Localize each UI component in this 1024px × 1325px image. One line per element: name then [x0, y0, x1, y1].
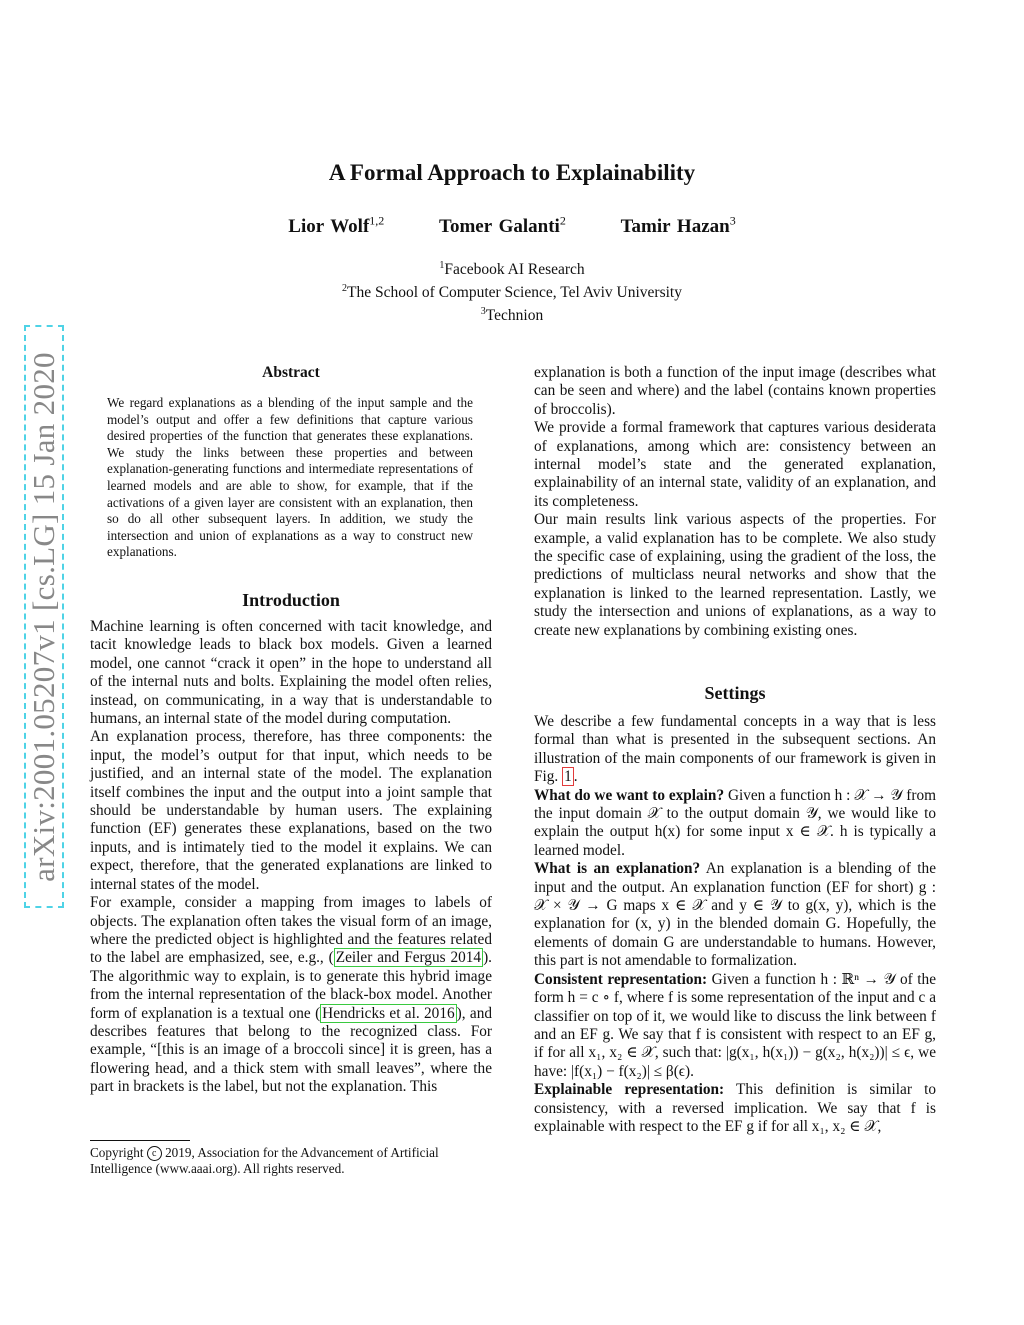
- footnote-rule: [90, 1140, 190, 1141]
- paragraph: We describe a few fundamental concepts in a way that is less formal than what is presented in the subsequent sections. An illustration of the main components of our framework is given in Fig. 1 .: [534, 713, 936, 786]
- settings-heading: Settings: [704, 683, 766, 703]
- paper-title: A Formal Approach to Explainability: [328, 160, 696, 185]
- affiliations: [0, 256, 1024, 325]
- paragraph: What do we want to explain? Given a function h : 𝒳 → 𝒴 from the input domain 𝒳 to the output domain 𝒴, we would like to explain the output h(x) for some input x ∈ 𝒳. h is typically a learned model.: [534, 786, 936, 859]
- right-column-body: [534, 364, 936, 640]
- paragraph: explanation is both a function of the input image (describes what can be seen and where) and the label (contains known properties of broccolis).: [534, 364, 936, 418]
- author: Tamir Hazan$^3$: [620, 214, 736, 238]
- paragraph: Our main results link various aspects of the properties. For example, a valid explanation has to be complete. We also study the specific case of explaining, using the gradient of the loss, the predictions of multiclass neural networks and show that the explanation is linked to the learned representation. Lastly, we study the intersection and unions of explanations, as a way to create new explanations by combining existing ones.: [534, 511, 936, 639]
- abstract-heading: Abstract: [262, 364, 320, 381]
- abstract-text: We regard explanations as a blending of the input sample and the model’s output and offer a few definitions that capture various desired properties of the function that generates these explanations. We study the links between these properties and between explanation-generating functions and intermediate representations of learned models and are able to show, for example, that if the activations of a given layer are consistent with an explanation, then so do all other subsequent layers. In addition, we study the intersection and union of explanations as a way to construct new explanations.: [107, 395, 473, 560]
- paragraph: We provide a formal framework that captures various desiderata of explanations, among which are: consistency between an internal model’s state and the generated explanation, explainability of an internal state, validity of an explanation, and its completeness.: [534, 419, 936, 510]
- paragraph: What is an explanation? An explanation is a blending of the input and the output. An explanation function (EF for short) g : 𝒳 × 𝒴 → G maps x ∈ 𝒳 and y ∈ 𝒴 to g(x, y), which is the explanation for (x, y) in the blended domain G. Hopefully, the elements of domain G are understandable to humans. However, this part is not amendable to formalization.: [534, 860, 936, 970]
- paragraph: Explainable representation: This definition is similar to consistency, with a reversed implication. We say that f is explainable with respect to the EF g if for all x₁, x₂ ∈ 𝒳,: [534, 1081, 936, 1135]
- introduction-body: [90, 618, 492, 1097]
- author: Tomer Galanti$^2$: [439, 214, 566, 238]
- arxiv-stamp: [24, 325, 64, 908]
- copyright-icon: c: [147, 1146, 162, 1161]
- copyright-footnote: Copyright c 2019, Association for the Advancement of Artificial Intelligence (www.aaai.org). All rights reserved.: [90, 1145, 439, 1177]
- affiliation: $^3$Technion: [480, 306, 544, 325]
- author: Lior Wolf$^{1,2}$: [288, 214, 385, 238]
- affiliation: $^2$The School of Computer Science, Tel Aviv University: [342, 283, 682, 302]
- citation-link[interactable]: Zeiler and Fergus 2014: [335, 949, 482, 967]
- paragraph: Machine learning is often concerned with tacit knowledge, and tacit knowledge leads to black box models. Given a learned model, one cannot “crack it open” in the hope to understand all of the internal nuts and bolts. Explaining the model often relies, instead, on communicating, in a way that is understandable to humans, an internal state of the model during computation.: [90, 618, 492, 728]
- paragraph: An explanation process, therefore, has three components: the input, the model’s output for that input, which needs to be justified, and an internal state of the model. The explanation itself combines the input and the output into a joint sample that should be understandable by human users. The explaining function (EF) generates these explanations, based on the two inputs, and is intimately tied to the model it explains. We can expect, therefore, that the generated explanations are linked to internal states of the model.: [90, 728, 492, 893]
- arxiv-stamp-text: arXiv:2001.05207v1 [cs.LG] 15 Jan 2020: [26, 351, 61, 882]
- introduction-heading: Introduction: [242, 590, 340, 610]
- figure-link[interactable]: 1: [564, 768, 572, 786]
- settings-body: [534, 713, 936, 1136]
- citation-link[interactable]: Hendricks et al. 2016: [322, 1004, 455, 1022]
- author-list: [0, 214, 1024, 238]
- paragraph: Consistent representation: Given a function h : ℝⁿ → 𝒴 of the form h = c ∘ f, where f is some representation of the input and c a classifier on top of it, we would like to discuss the link between f and an EF g. We say that f is consistent with respect to an EF g, if for all x₁, x₂ ∈ 𝒳, such that: |g(x₁, h(x₁)) − g(x₂, h(x₂))| ≤ ϵ, we have: |f(x₁) − f(x₂)| ≤ β(ϵ).: [534, 970, 936, 1080]
- affiliation: $^1$Facebook AI Research: [439, 260, 585, 279]
- paragraph: For example, consider a mapping from images to labels of objects. The explanation often takes the visual form of an image, where the predicted object is highlighted and the features related to the label are emphasized, see, e.g., ( Zeiler and Fergus 2014 ). The algorithmic way to explain, is to generate this hybrid image from the internal representation of the black-box model. Another form of explanation is a textual one ( Hendricks et al. 2016 ), and describes features that belong to the recognized class. For example, “[this is an image of a broccoli since] it is green, has a flowering head, and a thick stem with small leaves”, where the part in brackets is the label, but not the explanation. This: [90, 894, 492, 1096]
